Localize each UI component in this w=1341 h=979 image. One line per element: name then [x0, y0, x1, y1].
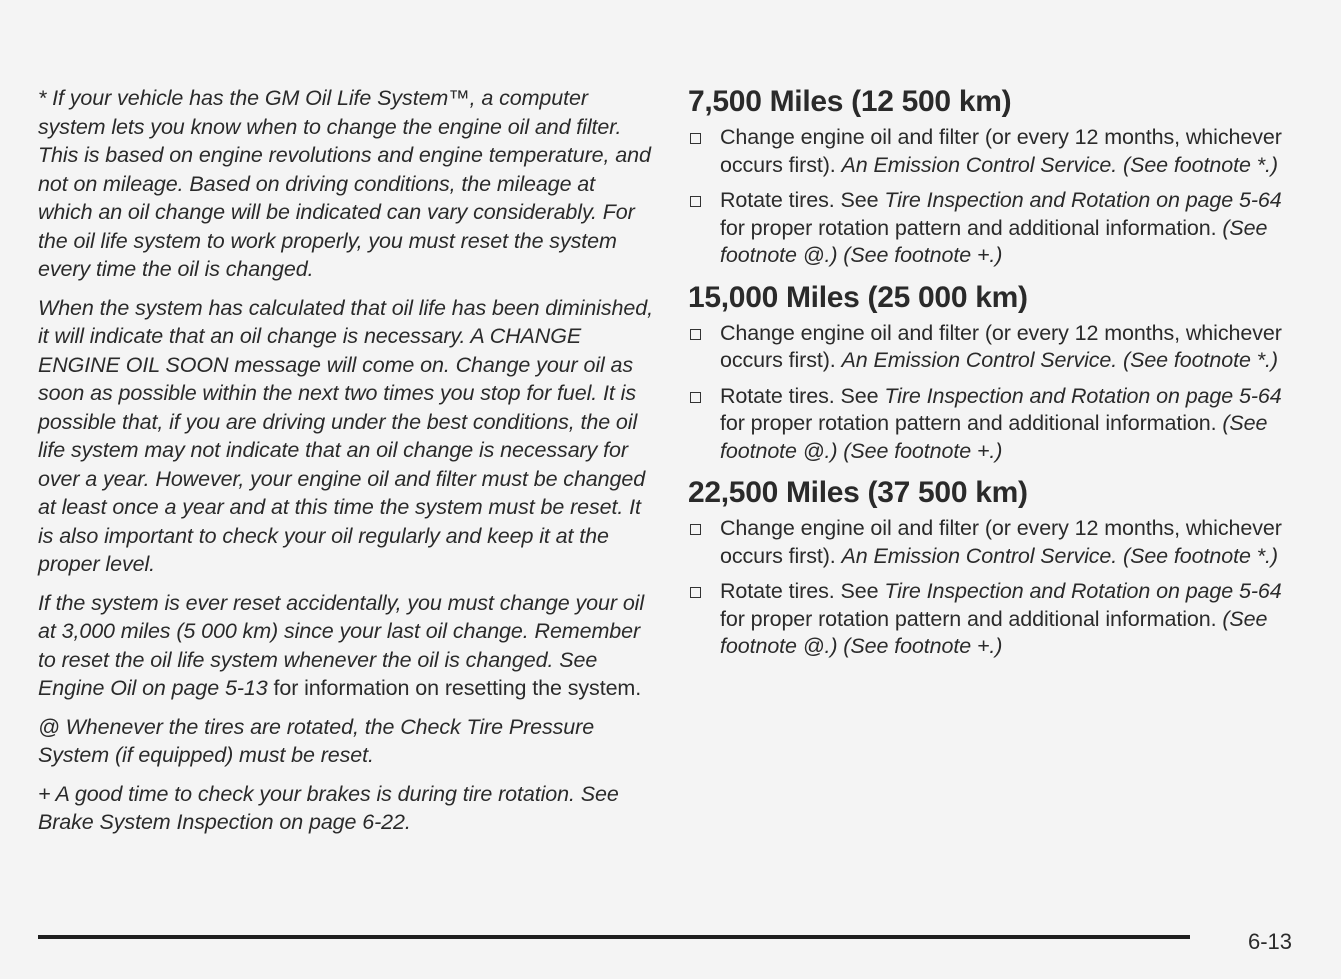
- footnotes-column: [38, 84, 653, 847]
- item-note: (See footnote @.) (See footnote +.): [720, 606, 1268, 658]
- checkbox-icon: [690, 133, 701, 144]
- checkbox-icon: [690, 329, 701, 340]
- checkbox-icon: [690, 524, 701, 535]
- item-text-continued: for proper rotation pattern and additional information.: [720, 215, 1223, 240]
- item-text: Change engine oil and filter (or every 12 months, whichever occurs first).: [720, 516, 1282, 568]
- checklist-item-rotate-tires: [688, 383, 1288, 466]
- checkbox-icon: [690, 587, 701, 598]
- item-text: Rotate tires. See: [720, 579, 885, 603]
- oil-life-reset-note: [38, 589, 653, 703]
- page-number: 6-13: [1248, 929, 1293, 954]
- item-text-continued: for proper rotation pattern and additional information.: [720, 606, 1223, 631]
- checklist-item-oil-change: [688, 320, 1288, 375]
- checkbox-icon: [690, 392, 701, 403]
- item-reference: Tire Inspection and Rotation on page 5-64: [884, 188, 1282, 212]
- footer-divider: [38, 935, 1190, 939]
- section-heading: 15,000 Miles (25 000 km): [688, 280, 1028, 314]
- item-text-continued: for proper rotation pattern and additional information.: [720, 411, 1223, 435]
- schedule-section-22500: [688, 475, 1288, 661]
- item-reference: Tire Inspection and Rotation on page 5-64: [884, 383, 1282, 408]
- item-text: Rotate tires. See: [720, 383, 885, 408]
- maintenance-schedule-column: [688, 84, 1288, 671]
- item-text: Rotate tires. See: [720, 188, 885, 212]
- footnote-plus-brakes: + A good time to check your brakes is during tire rotation. See Brake System Inspection on page 6-22.: [38, 781, 619, 834]
- item-text: Change engine oil and filter (or every 12 months, whichever occurs first).: [720, 320, 1282, 372]
- footnote-oil-life-system: * If your vehicle has the GM Oil Life System™, a computer system lets you know when to change the engine oil and filter. This is based on engine revolutions and engine temperature, and not on mileage. Based on driving conditions, the mileage at which an oil change will be indicated can vary considerably. For the oil life system to work properly, you must reset the system every time the oil is changed.: [38, 86, 651, 281]
- checklist-item-rotate-tires: [688, 187, 1288, 270]
- section-heading: 7,500 Miles (12 500 km): [688, 85, 1012, 118]
- item-note: An Emission Control Service. (See footnote *.): [841, 543, 1278, 568]
- oil-life-reset-tail: for information on resetting the system.: [267, 676, 642, 700]
- item-note: (See footnote @.) (See footnote +.): [720, 411, 1268, 463]
- schedule-section-7500: [688, 84, 1288, 270]
- oil-life-explanation: When the system has calculated that oil life has been diminished, it will indicate that an oil change is necessary. A CHANGE ENGINE OIL SOON message will come on. Change your oil as soon as possible within the next two times you stop for fuel. It is possible that, if you are driving under the best conditions, the oil life system may not indicate that an oil change is necessary for over a year. However, your engine oil and filter must be changed at least once a year and at this time the system must be reset. It is also important to check your oil regularly and keep it at the proper level.: [38, 295, 653, 576]
- checkbox-icon: [690, 196, 701, 207]
- footnote-at-tire-pressure: @ Whenever the tires are rotated, the Check Tire Pressure System (if equipped) must be reset.: [38, 714, 595, 767]
- checklist-item-rotate-tires: [688, 578, 1288, 661]
- item-note: (See footnote @.) (See footnote +.): [720, 215, 1268, 267]
- checklist-item-oil-change: [688, 515, 1288, 570]
- item-note: An Emission Control Service. (See footnote *.): [841, 348, 1278, 372]
- oil-life-reset-text: If the system is ever reset accidentally, you must change your oil at 3,000 miles (5 000 km) since your last oil change. Remember to reset the oil life system whenever the oil is changed. See Engine Oil on page 5-13: [38, 590, 645, 700]
- item-text: Change engine oil and filter (or every 12 months, whichever occurs first).: [720, 125, 1282, 177]
- item-note: An Emission Control Service. (See footnote *.): [841, 152, 1278, 177]
- schedule-section-15000: [688, 280, 1288, 466]
- section-heading: 22,500 Miles (37 500 km): [688, 476, 1028, 509]
- checklist-item-oil-change: [688, 124, 1288, 179]
- item-reference: Tire Inspection and Rotation on page 5-64: [884, 579, 1282, 603]
